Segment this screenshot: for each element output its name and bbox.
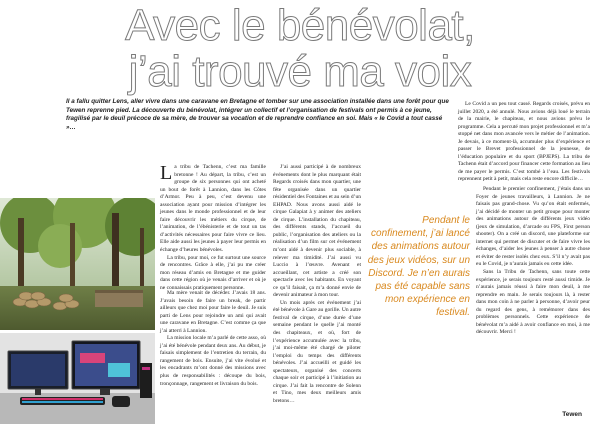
paragraph: Pendant le premier confinement, j’étais dans un Foyer de jeunes travailleurs, à Lannion. Je ne faisais pas grand-chose. Vu qu’on était enfermés, j’ai décidé de monter un petit groupe pour monter des animations autour de différents jeux vidéo (jeux de simulation, d’arcade ou FPS, First person shooter). On a créé un discord, une plateforme sur internet qui permet de discuter et de faire vivre les échanges, d’aider les jeunes à penser à autre chose et éviter de rester isolés chez eux. S’il n’y avait pas eu le Covid, je n’aurais jamais eu cette idée. (476, 186, 590, 268)
article-column-1-wide (160, 290, 266, 388)
article-column-3-lower (476, 186, 590, 337)
forest-photo (0, 198, 155, 330)
pull-quote: Pendant le confinement, j’ai lancé des animations autour des jeux vidéos, sur un Discord. Je n’en aurais pas été capable sans mon expérience en festival. (367, 215, 470, 319)
article-column-2 (273, 164, 361, 406)
article-column-3 (458, 101, 590, 184)
gaming-setup-graphic (0, 333, 155, 424)
paragraph: Le Covid a un peu tout cassé. Regards croisés, prévu en juillet 2020, a été annulé. Nous avions déjà loué le terrain de la mairie, le chapiteau, et nous avions prévu le programme. Cela a percuté mon projet professionnel et m’a stoppé net dans mon avancée vers le métier de l’animation. Je devais, à ce moment-là, accumuler plus d’expérience et passer le Brevet professionnel de la jeunesse, de l’éducation populaire et du sport (BPJEPS). La tribu de Tachenn était d’accord pour financer cette formation au lieu de me payer le permis. C’est tombé à l’eau. Les festivals reprennent petit à petit, mais cela reste encore difficile… (458, 101, 590, 183)
article-title-line2: j’ai trouvé ma voix (128, 47, 472, 96)
paragraph: La tribu, pour moi, ce fut surtout une source de rencontres. Grâce à elle, j’ai pu me créer mon réseau d’amis en Bretagne et me guider dans cette région où je venais d’arriver et où je ne connaissais pratiquement personne. (160, 254, 266, 291)
paragraph: J’ai aussi participé à de nombreux événements dont le plus marquant était Regards croisés dans mon quartier, une fête organisée dans un quartier résidentiel des Fontaines et au sein d’un EHPAD. Nous avons aussi aidé le cirque Galapiat à y animer des ateliers de cirque. L’installation du chapiteau, des différents stands, l’accueil du public, l’organisation des ateliers ou la réalisation d’un film sur cet événement m’ont aidé à devenir plus sociable, à relever ma timidité. J’ai aussi vu Luccio à l’œuvre. Avenant et accueillant, cet artiste a créé son spectacle avec les habitants. En voyant ce qu’il faisait, ça m’a donné envie de devenir animateur à mon tour. (273, 164, 361, 299)
forest-photo-graphic (0, 198, 155, 330)
paragraph: Un mois après cet événement j’ai été bénévole à Gare au gorille. Un autre festival de cirque, d’une durée d’une semaine pendant le quelle j’ai monté des chapiteaux, et où, fort de l’expérience accumulée avec la tribu, j’ai moi-même été chargé de piloter l’emploi du temps des différents bénévoles. J’ai accueilli et guidé les spectateurs, organisé des concerts chaque soir et participé à l’initiation au cirque. J’ai fait la rencontre de Solenn et Tino, mes deux meilleurs amis bretons… (273, 299, 361, 404)
paragraph (160, 164, 266, 255)
paragraph: Ma mère venait de décéder. J’avais 18 ans. J’avais besoin de faire un break, de partir ailleurs que chez moi pour faire le deuil. Je suis parti de Lens pour rejoindre un ami qui avait une caravane en Bretagne. C’est comme ça que j’ai atterri à Lannion. (160, 290, 266, 334)
paragraph-text: a tribu de Tachenn, c’est ma famille bretonne ! Au départ, la tribu, c’est un groupe de six personnes qui ont acheté un bout de forêt à Lannion, dans les Côtes d’Armor. Peu à peu, c’est devenu une association ayant pour mission d’intégrer les jeunes dans le monde professionnel et de leur faire découvrir les métiers du cirque, de l’animation, de l’ébénisterie et de tout un tas d’activités nécessaires pour faire vivre ce lieu. Elle aide aussi les jeunes à payer leur permis en échange d’heures bénévoles. (160, 164, 266, 254)
author-signature: Tewen (562, 411, 582, 418)
drop-cap: L (160, 162, 173, 184)
article-column-1 (160, 164, 266, 292)
article-title-line1: Avec le bénévolat, (125, 1, 475, 50)
lead-paragraph: Il a fallu quitter Lens, aller vivre dans une caravane en Bretagne et tomber sur une association installée dans une forêt pour que Tewen reprenne pied. La découverte du bénévolat, intégrer un collectif et l’organisation de festivals ont permis à ce jeune, fragilisé par le deuil précoce de sa mère, de trouver sa vocation et de reprendre confiance en soi. Mais « le Covid a tout cassé »… (66, 98, 449, 131)
paragraph: La mission locale m’a parlé de cette asso, où j’ai été bénévole pendant deux ans. Au début, je faisais simplement de l’entretien du terrain, du rangement de bois. Ensuite, j’ai vite évolué et les encadrants m’ont donné des missions avec plus de responsabilités : découpe du bois, tronçonnage, rangement et livraison du bois. (160, 335, 266, 387)
paragraph: Sans la Tribu de Tachenn, sans toute cette expérience, je serais toujours resté aussi timide. Je n’aurais jamais réussi à faire mon deuil, à me reprendre en main. Je serais toujours là, à rester dans mon coin à ne parler à personne, d’avoir peur du regard des gens, à remémorer dans des problèmes personnels. Cette expérience de bénévolat m’a aidé à avoir confiance en moi, à me découvrir. Merci ! (476, 269, 590, 336)
gaming-setup-photo (0, 333, 155, 424)
